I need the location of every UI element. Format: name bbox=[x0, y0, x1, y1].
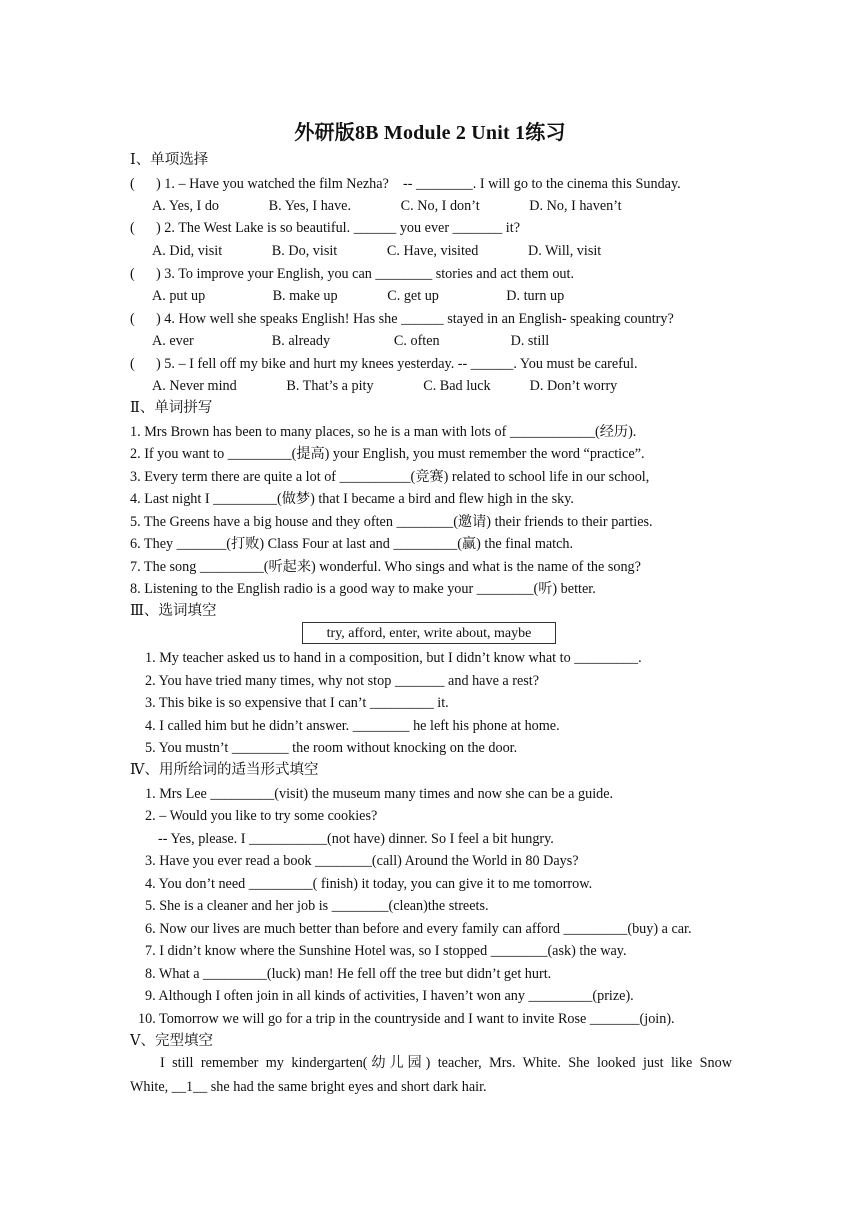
question-1: ( ) 1. – Have you watched the film Nezha? -- ________. I will go to the cinema this Sunday. bbox=[130, 176, 681, 192]
spelling-item-2: 2. If you want to _________(提高) your English, you must remember the word “practice”. bbox=[130, 446, 645, 462]
word-choice-item-4: 4. I called him but he didn’t answer. ________ he left his phone at home. bbox=[145, 718, 560, 734]
spelling-item-4: 4. Last night I _________(做梦) that I became a bird and flew high in the sky. bbox=[130, 491, 574, 507]
spelling-item-1: 1. Mrs Brown has been to many places, so he is a man with lots of ____________(经历). bbox=[130, 424, 637, 440]
question-3-options: A. put up B. make up C. get up D. turn up bbox=[152, 288, 565, 304]
spelling-item-6: 6. They _______(打败) Class Four at last and _________(赢) the final match. bbox=[130, 536, 574, 552]
word-form-item-3: 3. Have you ever read a book ________(call) Around the World in 80 Days? bbox=[145, 853, 579, 869]
word-form-item-4: 4. You don’t need _________( finish) it today, you can give it to me tomorrow. bbox=[145, 876, 593, 892]
word-choice-item-1: 1. My teacher asked us to hand in a composition, but I didn’t know what to _________. bbox=[145, 650, 642, 666]
word-form-item-7: 7. I didn’t know where the Sunshine Hotel was, so I stopped ________(ask) the way. bbox=[145, 943, 627, 959]
word-form-item-1: 1. Mrs Lee _________(visit) the museum many times and now she can be a guide. bbox=[145, 786, 614, 802]
word-form-item-8: 8. What a _________(luck) man! He fell off the tree but didn’t get hurt. bbox=[145, 966, 552, 982]
spelling-item-8: 8. Listening to the English radio is a good way to make your ________(听) better. bbox=[130, 581, 596, 597]
word-form-item-10: 10. Tomorrow we will go for a trip in the countryside and I want to invite Rose _______(join). bbox=[138, 1011, 675, 1027]
cloze-paragraph-line-2: White, __1__ she had the same bright eyes and short dark hair. bbox=[130, 1079, 487, 1095]
section-heading-multiple-choice: Ⅰ、单项选择 bbox=[130, 152, 209, 168]
word-choice-item-3: 3. This bike is so expensive that I can’t _________ it. bbox=[145, 695, 449, 711]
word-form-item-2: 2. – Would you like to try some cookies? bbox=[145, 808, 378, 824]
cloze-paragraph-line-1: I still remember my kindergarten(幼儿园) teacher, Mrs. White. She looked just like Snow bbox=[160, 1055, 732, 1071]
section-heading-cloze: Ⅴ、完型填空 bbox=[130, 1033, 213, 1049]
word-form-item-2-answer: -- Yes, please. I ___________(not have) dinner. So I feel a bit hungry. bbox=[158, 831, 554, 847]
page-title: 外研版8B Module 2 Unit 1练习 bbox=[294, 122, 566, 144]
section-heading-word-forms: Ⅳ、用所给词的适当形式填空 bbox=[130, 762, 319, 778]
question-5-options: A. Never mind B. That’s a pity C. Bad luck D. Don’t worry bbox=[152, 378, 618, 394]
section-heading-spelling: Ⅱ、单词拼写 bbox=[130, 400, 213, 416]
spelling-item-3: 3. Every term there are quite a lot of __________(竞赛) related to school life in our school, bbox=[130, 469, 650, 485]
word-choice-item-5: 5. You mustn’t ________ the room without knocking on the door. bbox=[145, 740, 518, 756]
word-bank-box: try, afford, enter, write about, maybe bbox=[302, 622, 556, 644]
question-4-options: A. ever B. already C. often D. still bbox=[152, 333, 550, 349]
word-form-item-5: 5. She is a cleaner and her job is ________(clean)the streets. bbox=[145, 898, 489, 914]
question-2: ( ) 2. The West Lake is so beautiful. ______ you ever _______ it? bbox=[130, 220, 520, 236]
spelling-item-5: 5. The Greens have a big house and they often ________(邀请) their friends to their parties. bbox=[130, 514, 653, 530]
question-5: ( ) 5. – I fell off my bike and hurt my knees yesterday. -- ______. You must be careful. bbox=[130, 356, 638, 372]
section-heading-word-choice: Ⅲ、选词填空 bbox=[130, 603, 217, 619]
question-3: ( ) 3. To improve your English, you can ________ stories and act them out. bbox=[130, 266, 575, 282]
question-2-options: A. Did, visit B. Do, visit C. Have, visited D. Will, visit bbox=[152, 243, 602, 259]
spelling-item-7: 7. The song _________(听起来) wonderful. Who sings and what is the name of the song? bbox=[130, 559, 641, 575]
question-4: ( ) 4. How well she speaks English! Has she ______ stayed in an English- speaking country? bbox=[130, 311, 674, 327]
word-choice-item-2: 2. You have tried many times, why not stop _______ and have a rest? bbox=[145, 673, 540, 689]
word-form-item-9: 9. Although I often join in all kinds of activities, I haven’t won any _________(prize). bbox=[145, 988, 634, 1004]
word-form-item-6: 6. Now our lives are much better than before and every family can afford _________(buy) a car. bbox=[145, 921, 692, 937]
question-1-options: A. Yes, I do B. Yes, I have. C. No, I don’t D. No, I haven’t bbox=[152, 198, 622, 214]
